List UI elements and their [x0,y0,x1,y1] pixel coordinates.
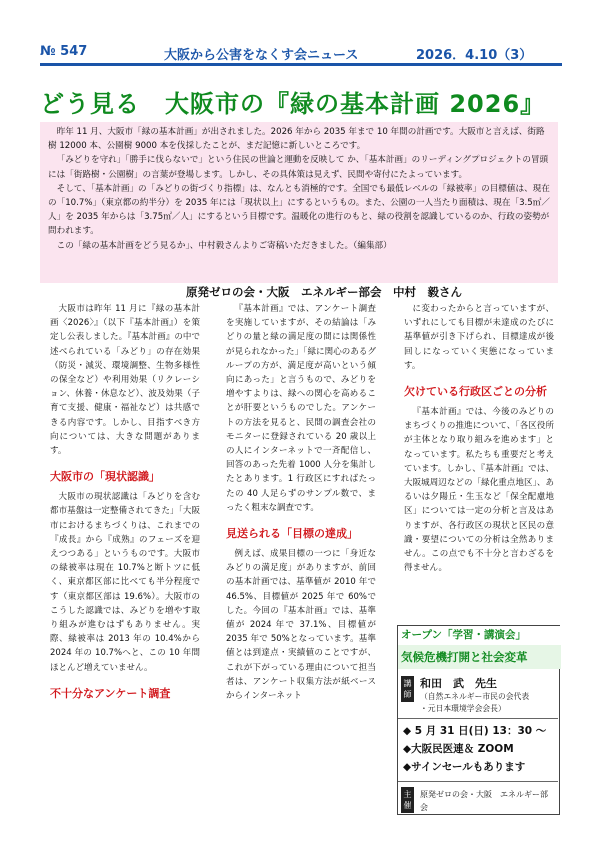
section-heading: 大阪市の「現状認識」 [50,470,160,484]
lecture-topic: 気候危機打開と社会変革 [398,645,561,669]
lecturer-affiliation: （自然エネルギー市民の会代表 [420,692,530,701]
intro-paragraph: 昨年 11 月、大阪市「緑の基本計画」が出されました。2026 年から 2035 年まで 10 年間の計画です。大阪市と言えば、街路樹 12000 本、公園樹 9000 本を伐採したことが、まだ記憶に新しいところです。 [48,127,545,152]
author-byline: 原発ゼロの会・大阪 エネルギー部会 中村 毅さん [186,285,462,299]
lecture-date: ◆ 5 月 31 日(日) 13：30 ～ [403,725,547,737]
lecturer-affiliation: ・元日本環境学会会長） [420,704,506,713]
intro-paragraph: この「緑の基本計画をどう見るか」、中村毅さんよりご寄稿いただきました。（編集部） [56,240,392,251]
section-heading: 欠けている行政区ごとの分析 [404,385,547,399]
section-heading: 不十分なアンケート調査 [50,686,171,700]
issue-number: № 547 [40,44,88,59]
lecturer-name: 和田 武 先生 [420,677,497,690]
body-paragraph: 大阪市は昨年 11 月に『緑の基本計画〈2026〉』（以下『基本計画』）を策定し公表しました。『基本計画』の中で述べられている「みどり」の存在効果（防災・減災、環境調整、生物多様性の保全など）や利用効果（リクレーション、休養・休息など）、波及効果（子育て支援、健康・福祉など）は共感できる内容です。しかし、目指すべき方向については、大きな問題があります。 [50,304,200,457]
column-1 [50,302,200,707]
column-3 [404,302,554,575]
section-heading: 見送られる「目標の達成」 [226,527,358,541]
divider [398,718,558,719]
intro-paragraph: そして、「基本計画」の「みどりの街づくり指標」は、なんとも消極的です。全国でも最低レベルの「緑被率」の目標値は、現在の「10.7%」（東京都の約半分）を 2035 年には「現状以上」にするというもの。また、公園の一人当たり面積は、現在「3.5㎡／人」を 2035 年からは「3.75㎡／人」にするという目標です。温暖化の進行のもと、緑の役割を認識しているのか、行政の姿勢が問われます。 [48,183,550,237]
organizer-tag: 主催 [401,787,414,813]
lecture-title: オープン「学習・講演会」 [398,626,561,645]
body-paragraph: 例えば、成果目標の一つに「身近なみどりの満足度」がありますが、前回の基本計画では、基準値が 2010 年で 46.5%、目標値が 2025 年で 60%でした。今回の『基本計画』では、基準値が 2024 年で 37.1%、目標値が 2035 年で 50%となっています。基準値とは到達点・実績値のことですが、これが下がっている理由について担当者は、アンケート収集方法が紙ベースからインターネット [226,549,376,702]
column-2 [226,302,376,703]
issue-date: 2026．4.10（3） [416,48,533,63]
lecturer-tag: 講師 [401,676,414,702]
body-paragraph: 大阪市の現状認識は「みどりを含む都市基盤は一定整備されてきた」「大阪市におけるまちづくりは、これまでの『成長』から『成熟』のフェーズを迎えつつある」というものです。大阪市の緑被率は現在 10.7%と断トツに低く、東京都区部に比べても半分程度です（東京都区部は 19.6%）。大阪市のこうした認識では、みどりを増やす取り組みが進むはずもありません。実際、緑被率は 2013 年の 10.4%から 2024 年の 10.7%へと、この 10 年間ほとんど増えていません。 [50,492,200,673]
lecture-announcement [397,625,560,815]
body-paragraph: に変わったからと言っていますが、いずれにしても目標が未達成のたびに基準値が引き下げられ、目標達成が後回しになっていく実態になっています。 [404,304,554,371]
body-paragraph: 『基本計画』では、アンケート調査を実施していますが、その結論は「みどりの量と緑の満足度の間には関係性が見られなかった」「緑に関心のあるグループの方が、満足度が高いという傾向にあった」と言うもので、みどりを増やすよりは、緑への関心を高めることが肝要というものでした。アンケートの方法を見ると、民間の調査会社のモニターに登録されている 20 歳以上の人にインターネットで一斉配信し、回答のあった先着 1000 人分を集計したとあります。1 行政区にすればたったの 40 人足らずのサンプル数で、まったく粗末な調査です。 [226,304,376,513]
organizer-name: 原発ゼロの会・大阪 エネルギー部会 [420,790,548,812]
newsletter-header [40,44,560,64]
divider [398,781,558,782]
header-divider [40,63,562,66]
newsletter-name: 大阪から公害をなくす会ニュース [164,48,359,63]
body-paragraph: 『基本計画』では、今後のみどりのまちづくりの推進について、「各区役所が主体となり取り組みを進めます」となっています。私たちも重要だと考えています。しかし、『基本計画』では、大阪城周辺などの「緑化重点地区」、あるいは夕陽丘・生玉など「保全配慮地区」については一定の分析と言及はありますが、各行政区の現状と区民の意識・要望についての分析は全然ありません。この点でも不十分と言わざるを得ません。 [404,407,554,574]
intro-box [40,122,558,283]
sign-sale-note: ◆サインセールもあります [403,761,526,773]
intro-paragraph: 「みどりを守れ」「勝手に伐らないで」という住民の世論と運動を反映して か、「基本計画」のリーディングプロジェクトの冒頭には「街路樹・公園樹」の言葉が登場します。しかし、その具体策は見えず、民間や寄付にたよっています。 [48,155,549,180]
article-title: どう見る 大阪市の『緑の基本計画 2026』 [40,90,546,118]
lecture-venue: ◆大阪民医連＆ ZOOM [403,743,514,755]
